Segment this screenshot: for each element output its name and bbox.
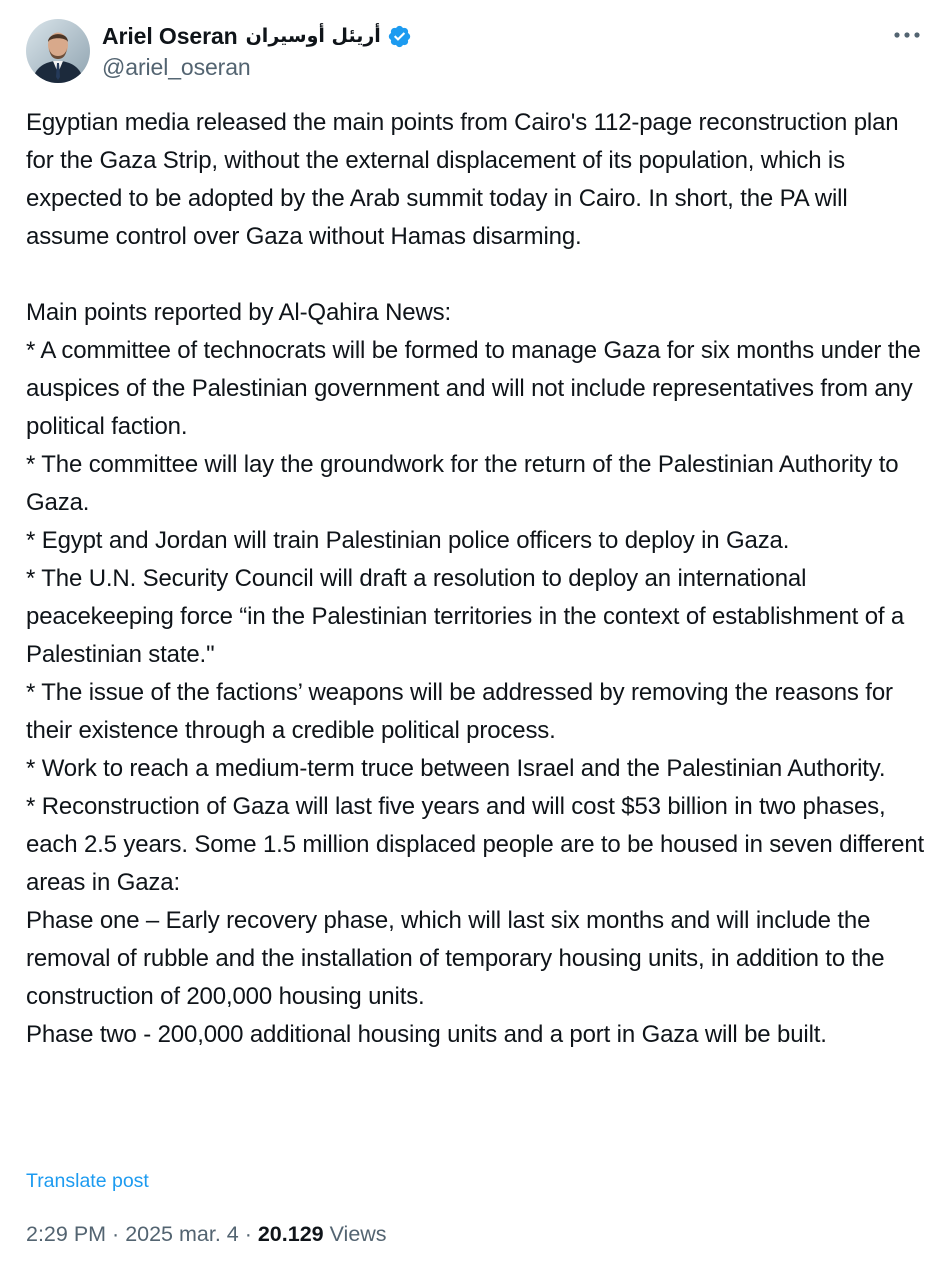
name-row xyxy=(102,20,802,52)
post-text xyxy=(26,104,931,1054)
post-paragraph: * The committee will lay the groundwork for the return of the Palestinian Authority to Gaza. xyxy=(26,451,905,516)
post-paragraph: Phase one – Early recovery phase, which will last six months and will include the removal of rubble and the installation of temporary housing units, in addition to the construction of 200,000 housing units. xyxy=(26,907,891,1010)
post-paragraph: * The issue of the factions’ weapons will be addressed by removing the reasons for their existence through a credible political process. xyxy=(26,679,900,744)
post-time[interactable]: 2:29 PM xyxy=(26,1222,107,1246)
verified-badge-icon[interactable] xyxy=(387,24,412,49)
avatar-photo xyxy=(26,19,90,83)
arabic-name[interactable]: أريئل أوسيران xyxy=(245,25,381,47)
translate-post-link[interactable]: Translate post xyxy=(26,1170,149,1192)
post-paragraph: * A committee of technocrats will be formed to manage Gaza for six months under the auspices of the Palestinian government and will not include representatives from any political faction. xyxy=(26,337,928,440)
post-paragraph: * The U.N. Security Council will draft a resolution to deploy an international peacekeeping force “in the Palestinian territories in the context of establishment of a Palestinian state." xyxy=(26,565,911,668)
post-paragraph: Egyptian media released the main points from Cairo's 112-page reconstruction plan for the Gaza Strip, without the external displacement of its population, which is expected to be adopted by the Arab summit today in Cairo. In short, the PA will assume control over Gaza without Hamas disarming. xyxy=(26,109,906,250)
views-label[interactable]: Views xyxy=(329,1222,387,1246)
paragraph-gap xyxy=(26,256,931,294)
avatar[interactable] xyxy=(26,19,90,83)
post-date[interactable]: 2025 mar. 4 xyxy=(125,1222,239,1246)
display-name[interactable]: Ariel Oseran xyxy=(102,22,238,49)
post-paragraph: Phase two - 200,000 additional housing units and a port in Gaza will be built. xyxy=(26,1021,827,1048)
more-options-icon[interactable] xyxy=(893,24,921,46)
handle[interactable]: @ariel_oseran xyxy=(102,54,251,80)
meta-separator: · xyxy=(106,1222,126,1246)
post-paragraph: * Egypt and Jordan will train Palestinian police officers to deploy in Gaza. xyxy=(26,527,790,554)
post-meta xyxy=(26,1222,387,1247)
views-count[interactable]: 20.129 xyxy=(257,1222,324,1246)
post-paragraph: * Reconstruction of Gaza will last five years and will cost $53 billion in two phases, each 2.5 years. Some 1.5 million displaced people are to be housed in seven different areas in Gaza: xyxy=(26,793,931,896)
post-paragraph: * Work to reach a medium-term truce between Israel and the Palestinian Authority. xyxy=(26,755,886,782)
author-block xyxy=(102,20,802,81)
meta-separator: · xyxy=(238,1222,258,1246)
post-paragraph: Main points reported by Al-Qahira News: xyxy=(26,299,452,326)
